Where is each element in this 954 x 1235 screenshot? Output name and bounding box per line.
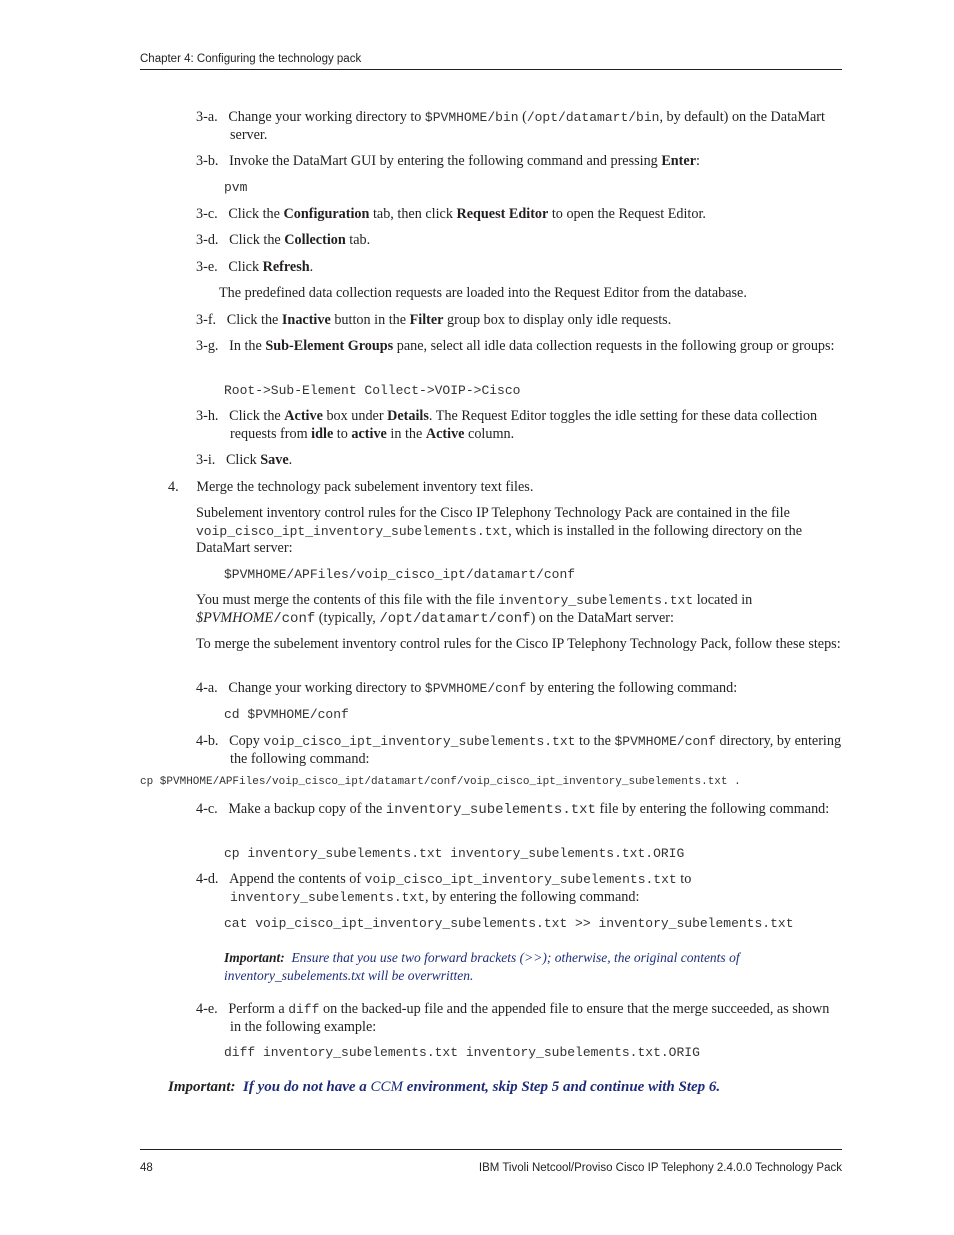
step-3e	[196, 259, 842, 277]
text: Copy	[229, 733, 264, 749]
step-label: 3-i.	[196, 452, 216, 468]
text: (typically,	[315, 609, 380, 626]
text: to open the Request Editor.	[548, 206, 706, 222]
code-pvm: pvm	[224, 180, 248, 195]
important-note-brackets	[224, 949, 744, 985]
page-number: 48	[140, 1162, 153, 1174]
bold-term: Refresh	[262, 259, 310, 275]
step-label: 4-d.	[196, 871, 219, 887]
important-label: Important:	[224, 950, 285, 965]
code-span: voip_cisco_ipt_inventory_subelements.txt	[364, 872, 677, 887]
text: column.	[464, 425, 515, 442]
code-root: Root->Sub-Element Collect->VOIP->Cisco	[224, 383, 521, 398]
italic-var: $PVMHOME	[196, 609, 274, 626]
step-3d	[196, 232, 842, 250]
bold-term: Enter	[661, 153, 697, 169]
text: , which is installed in the following directory on the DataMart server:	[196, 522, 803, 556]
bold-term: Request Editor	[456, 206, 549, 222]
code-cp-long: cp $PVMHOME/APFiles/voip_cisco_ipt/datamart/conf/voip_cisco_ipt_inventory_subelements.txt .	[140, 776, 741, 788]
code-cp-orig: cp inventory_subelements.txt inventory_subelements.txt.ORIG	[224, 846, 685, 861]
text: in the	[386, 425, 426, 442]
text: directory, by entering the following command:	[230, 733, 842, 767]
text: Change your working directory to	[228, 109, 425, 125]
text: Append the contents of	[229, 871, 365, 887]
text: Click	[225, 452, 261, 468]
bold-term: Active	[284, 408, 323, 424]
step-4d	[196, 871, 842, 906]
code-span: inventory_subelements.txt	[498, 593, 694, 608]
code-span: /opt/datamart/conf	[379, 610, 531, 627]
text: .	[288, 452, 293, 468]
text: :	[696, 153, 700, 169]
text: to	[676, 871, 692, 887]
code-dir: $PVMHOME/APFiles/voip_cisco_ipt/datamart/conf	[224, 567, 576, 582]
step-3h	[196, 408, 842, 443]
text: on the backed-up file and the appended file to ensure that the merge succeeded, as shown in the following example:	[230, 1001, 830, 1035]
step-label: 4.	[168, 479, 179, 495]
text: Change your working directory to	[228, 680, 425, 696]
step-4b	[196, 733, 842, 768]
text: .	[309, 259, 314, 275]
text: group box to display only idle requests.	[443, 312, 672, 328]
step-label: 4-c.	[196, 801, 218, 817]
text: In the	[229, 338, 266, 354]
important-label: Important:	[168, 1079, 236, 1095]
text: tab, then click	[369, 206, 457, 222]
step-3b	[196, 153, 842, 171]
step-3g	[196, 338, 842, 356]
step-3c	[196, 206, 842, 224]
step-label: 3-c.	[196, 206, 218, 222]
text: file by entering the following command:	[595, 801, 830, 817]
important-note-ccm	[168, 1078, 842, 1096]
step-4e	[196, 1001, 842, 1036]
bold-term: Configuration	[283, 206, 370, 222]
code-cd: cd $PVMHOME/conf	[224, 707, 349, 722]
bold-term: Collection	[284, 232, 346, 248]
running-header: Chapter 4: Configuring the technology pack	[140, 53, 362, 65]
text: Subelement inventory control rules for the Cisco IP Telephony Technology Pack are contained in the file	[196, 505, 790, 521]
text: to the	[575, 733, 615, 749]
step-label: 4-a.	[196, 680, 218, 696]
step-label: 3-g.	[196, 338, 219, 354]
para-to-merge: To merge the subelement inventory control rules for the Cisco IP Telephony Technology Pack, follow these steps:	[196, 636, 841, 652]
text: You must merge the contents of this file with the file	[196, 592, 499, 608]
bold-term: active	[351, 425, 387, 442]
text: to	[333, 425, 352, 442]
text: ) on the DataMart server:	[530, 609, 674, 626]
text: Click	[228, 259, 263, 275]
text: button in the	[330, 312, 410, 328]
text: , by entering the following command:	[425, 888, 640, 905]
step-label: 3-b.	[196, 153, 219, 169]
text: Merge the technology pack subelement inventory text files.	[196, 479, 534, 495]
bold-term: Inactive	[281, 312, 331, 328]
code-span: inventory_subelements.txt	[230, 889, 426, 905]
text: , by default) on the DataMart server.	[230, 109, 825, 143]
code-span: $PVMHOME/conf	[424, 681, 527, 696]
text: Click the	[228, 206, 284, 222]
text: Click the	[229, 408, 285, 424]
text: by entering the following command:	[526, 680, 738, 696]
step-3a	[196, 109, 842, 144]
step-label: 3-h.	[196, 408, 219, 424]
code-span: $PVMHOME/conf	[614, 734, 716, 749]
code-span: /opt/datamart/bin	[526, 110, 660, 125]
bold-term: Sub-Element Groups	[265, 338, 394, 354]
text: Make a backup copy of the	[228, 801, 386, 817]
step-label: 3-e.	[196, 259, 218, 275]
important-text: If you do not have a	[243, 1079, 371, 1095]
code-cat: cat voip_cisco_ipt_inventory_subelements.txt >> inventory_subelements.txt	[224, 916, 794, 931]
step-label: 3-a.	[196, 109, 218, 125]
important-text: Ensure that you use two forward brackets (>>); otherwise, the original contents of inventory_subelements.txt will be overwritten.	[224, 950, 740, 983]
code-diff: diff inventory_subelements.txt inventory_subelements.txt.ORIG	[224, 1045, 700, 1060]
step-4c	[196, 801, 842, 820]
bold-term: Active	[425, 425, 465, 442]
text: box under	[322, 408, 388, 424]
ccm-term: CCM	[370, 1079, 404, 1095]
code-span: inventory_subelements.txt	[385, 802, 596, 818]
step-3i	[196, 452, 842, 470]
bold-term: Filter	[409, 312, 444, 328]
note-predefined: The predefined data collection requests are loaded into the Request Editor from the database.	[219, 285, 747, 301]
step-3f	[196, 312, 842, 330]
text: pane, select all idle data collection requests in the following group or groups:	[393, 338, 835, 354]
bold-term: Save	[260, 452, 289, 468]
text: Click the	[229, 232, 285, 248]
code-span: voip_cisco_ipt_inventory_subelements.txt	[263, 734, 576, 749]
header-rule	[140, 69, 842, 70]
step-label: 3-f.	[196, 312, 217, 328]
text: Perform a	[228, 1001, 289, 1017]
step-label: 3-d.	[196, 232, 219, 248]
footer-rule	[140, 1149, 842, 1150]
bold-term: Details	[387, 408, 429, 424]
code-span: /conf	[273, 610, 316, 627]
step-4	[168, 479, 842, 497]
code-span: $PVMHOME/bin	[424, 110, 519, 125]
footer-title: IBM Tivoli Netcool/Proviso Cisco IP Telephony 2.4.0.0 Technology Pack	[478, 1162, 842, 1174]
important-text: environment, skip Step 5 and continue with Step 6.	[403, 1079, 721, 1095]
step-label: 4-e.	[196, 1001, 218, 1017]
text: tab.	[345, 232, 371, 248]
step-4a	[196, 680, 842, 698]
code-span: voip_cisco_ipt_inventory_subelements.txt	[196, 523, 509, 539]
text: Click the	[226, 312, 282, 328]
para-rules	[196, 505, 842, 558]
text: Invoke the DataMart GUI by entering the following command and pressing	[229, 153, 662, 169]
para-merge	[196, 592, 842, 628]
text: (	[518, 109, 527, 125]
code-span: diff	[288, 1002, 320, 1017]
step-label: 4-b.	[196, 733, 219, 749]
text: located in	[693, 592, 753, 608]
bold-term: idle	[311, 425, 334, 442]
text: . The Request Editor toggles the idle setting for these data collection requests from	[230, 408, 818, 442]
